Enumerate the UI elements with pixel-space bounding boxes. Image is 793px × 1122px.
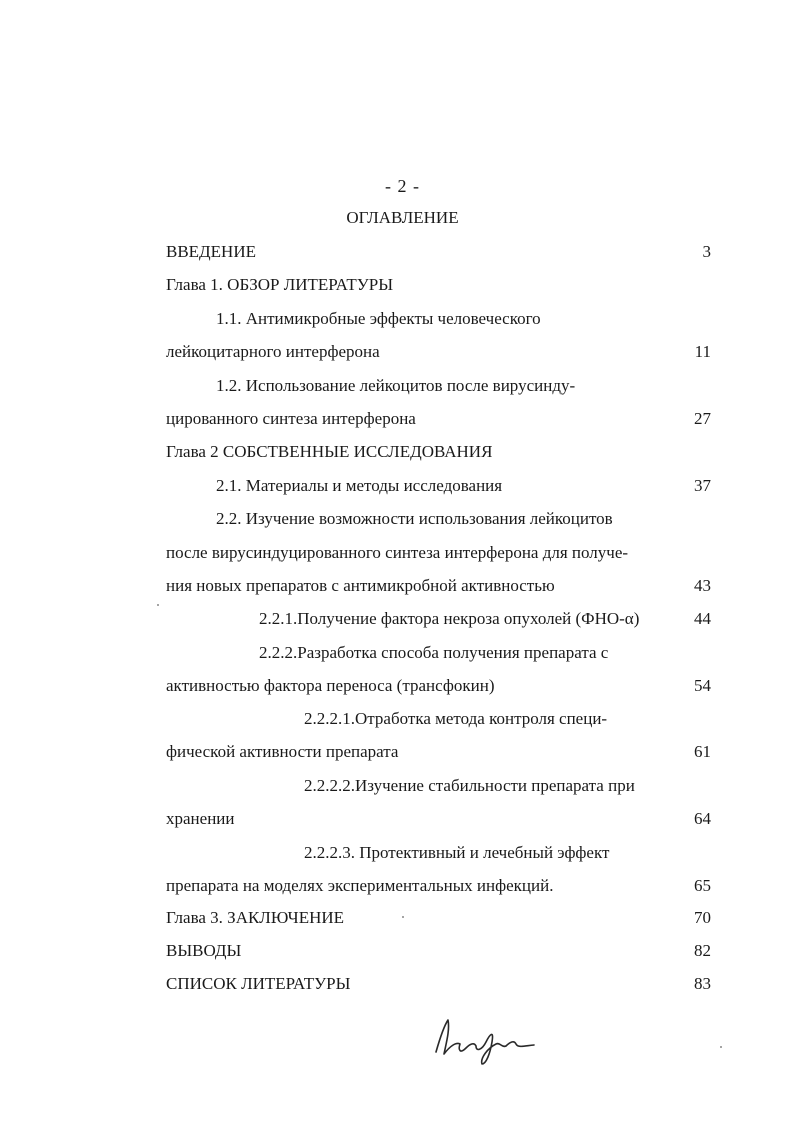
toc-entry-page: 65 xyxy=(694,876,711,895)
toc-entry-2-2-2-3 xyxy=(166,841,711,865)
toc-entry-chapter-2 xyxy=(166,440,711,464)
toc-entry-page: 61 xyxy=(694,742,711,761)
toc-entry-text: 2.2.2.2.Изучение стабильности препарата при xyxy=(304,776,635,795)
toc-entry-text: 1.2. Использование лейкоцитов после вирусинду- xyxy=(216,376,576,395)
toc-entry-text: ВЫВОДЫ xyxy=(166,941,242,960)
toc-entry-text: цированного синтеза интерферона xyxy=(166,409,416,428)
toc-entry-text: Глава 2 СОБСТВЕННЫЕ ИССЛЕДОВАНИЯ xyxy=(166,442,493,461)
toc-entry-chapter-1 xyxy=(166,273,711,297)
toc-entry-text: хранении xyxy=(166,809,235,828)
toc-entry-page: 11 xyxy=(694,342,711,361)
toc-entry-2-2-2 xyxy=(166,641,711,665)
toc-entry-2-1 xyxy=(166,474,711,498)
toc-heading: ОГЛАВЛЕНИЕ xyxy=(346,208,459,227)
toc-entry-text: 2.2. Изучение возможности использования лейкоцитов xyxy=(216,509,613,528)
toc-entry-page: 54 xyxy=(694,676,711,695)
toc-entry-page: 37 xyxy=(694,476,711,495)
toc-entry-page: 82 xyxy=(694,941,711,960)
toc-entry-1-1-cont xyxy=(166,340,711,364)
toc-entry-page: 43 xyxy=(694,576,711,595)
toc-entry-page: 27 xyxy=(694,409,711,428)
toc-entry-text: после вирусиндуцированного синтеза интерферона для получе- xyxy=(166,543,629,562)
toc-entry-page: 3 xyxy=(702,242,711,261)
toc-entry-text: 2.2.2.3. Протективный и лечебный эффект xyxy=(304,843,610,862)
page-number: - 2 - xyxy=(385,176,420,196)
toc-entry-page: 44 xyxy=(694,609,711,628)
toc-entry-conclusions xyxy=(166,939,711,963)
toc-entry-text: ния новых препаратов с антимикробной активностью xyxy=(166,576,555,595)
toc-entry-text: 1.1. Антимикробные эффекты человеческого xyxy=(216,309,541,328)
toc-entry-text: 2.1. Материалы и методы исследования xyxy=(216,476,503,495)
toc-entry-references xyxy=(166,972,711,996)
toc-entry-2-2-2-cont xyxy=(166,674,711,698)
toc-entry-page: 70 xyxy=(694,908,711,927)
toc-entry-text: фической активности препарата xyxy=(166,742,399,761)
handwritten-signature xyxy=(430,1012,540,1066)
scan-speck xyxy=(720,1046,722,1048)
toc-entry-2-2-2-2 xyxy=(166,774,711,798)
toc-entry-text: Глава 1. ОБЗОР ЛИТЕРАТУРЫ xyxy=(166,275,394,294)
toc-entry-text: активностью фактора переноса (трансфокин) xyxy=(166,676,495,695)
toc-entry-2-2 xyxy=(166,507,711,531)
toc-entry-text: ВВЕДЕНИЕ xyxy=(166,242,256,261)
toc-entry-2-2-2-1-cont xyxy=(166,740,711,764)
toc-entry-page: 64 xyxy=(694,809,711,828)
toc-entry-1-2-cont xyxy=(166,407,711,431)
toc-entry-text: 2.2.2.1.Отработка метода контроля специ- xyxy=(304,709,608,728)
toc-entry-1-2 xyxy=(166,374,711,398)
toc-entry-2-2-2-2-cont xyxy=(166,807,711,831)
toc-entry-text: 2.2.2.Разработка способа получения препарата с xyxy=(259,643,609,662)
toc-entry-1-1 xyxy=(166,307,711,331)
toc-entry-text: Глава 3. ЗАКЛЮЧЕНИЕ xyxy=(166,908,345,927)
toc-entry-text: препарата на моделях экспериментальных инфекций. xyxy=(166,876,554,895)
toc-entry-page: 83 xyxy=(694,974,711,993)
toc-entry-2-2-1 xyxy=(166,607,711,631)
toc-entry-text: 2.2.1.Получение фактора некроза опухолей (ФНО-α) xyxy=(259,609,640,628)
toc-entry-text: СПИСОК ЛИТЕРАТУРЫ xyxy=(166,974,351,993)
scan-speck xyxy=(402,916,404,918)
scan-speck xyxy=(157,604,159,606)
toc-entry-2-2-cont1 xyxy=(166,541,711,565)
toc-entry-2-2-cont2 xyxy=(166,574,711,598)
toc-entry-chapter-3 xyxy=(166,906,711,930)
toc-entry-2-2-2-3-cont xyxy=(166,874,711,898)
toc-entry-text: лейкоцитарного интерферона xyxy=(166,342,380,361)
toc-entry-introduction xyxy=(166,240,711,264)
toc-entry-2-2-2-1 xyxy=(166,707,711,731)
